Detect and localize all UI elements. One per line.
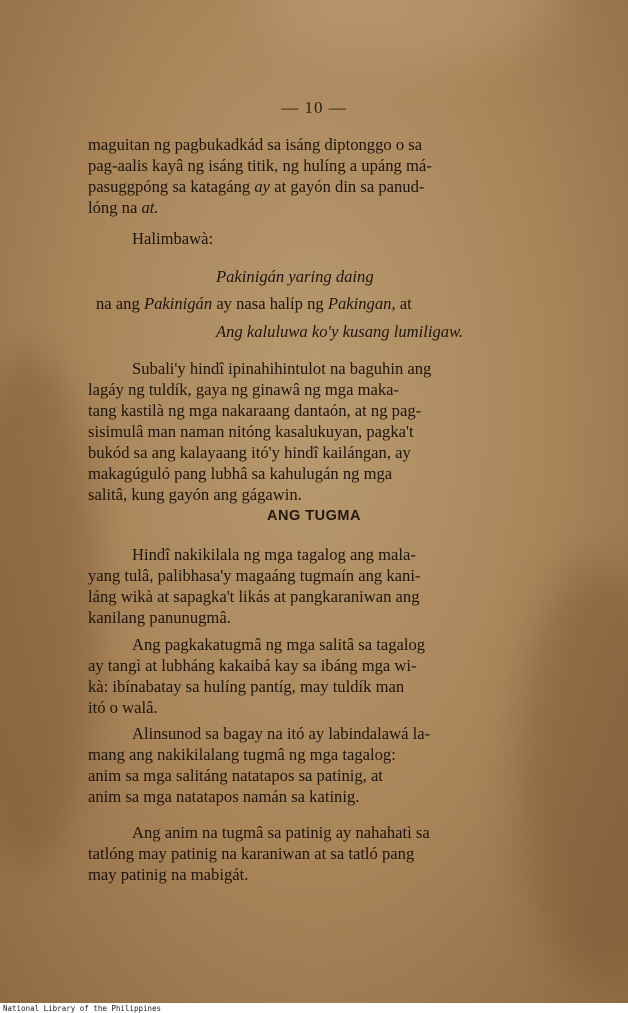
text-line: Ang pagkakatugmâ ng mga salitâ sa tagalog [132, 635, 426, 654]
library-footer: National Library of the Philippines [3, 1004, 162, 1013]
text-line: lagáy ng tuldík, gaya ng ginawâ ng mga maka- [88, 380, 400, 399]
text-line: kà: ibínabatay sa hulíng pantíg, may tuldík man [88, 677, 405, 696]
text-line: láng wikà at sapagka't likás at pangkaraniwan ang [88, 587, 420, 606]
paragraph-intro [88, 134, 536, 218]
text-line: anim sa mga salitáng natatapos sa patinig, at [88, 766, 383, 785]
stain [260, 0, 560, 60]
text-line: sisimulâ man naman nitóng kasalukuyan, pagka't [88, 422, 414, 441]
text-line: salitâ, kung gayón ang gágawin. [88, 485, 302, 504]
paragraph-alinsunod [88, 723, 536, 807]
text-line: lóng na at. [88, 198, 159, 217]
paragraph-subali [88, 358, 536, 505]
stain [520, 560, 628, 980]
text-line: bukód sa ang kalayaang itó'y hindî kailángan, ay [88, 443, 411, 462]
text-line: kanilang panunugmâ. [88, 608, 231, 627]
example-label: Halimbawà: [132, 229, 214, 248]
text-line: tang kastilà ng mga nakaraang dantaón, at ng pag- [88, 401, 422, 420]
text-line: tatlóng may patinig na karaniwan at sa tatló pang [88, 844, 415, 863]
text-line: Ang anim na tugmâ sa patinig ay nahahatì sa [132, 823, 430, 842]
text-line: may patinig na mabigát. [88, 865, 249, 884]
example-line-1: Pakinigán yaring daing [216, 267, 374, 286]
example-line-3: Ang kaluluwa ko'y kusang lumiligaw. [216, 322, 464, 341]
text-line: mang ang nakikilalang tugmâ ng mga tagalog: [88, 745, 396, 764]
text-line: maguitan ng pagbukadkád sa isáng diptonggo o sa [88, 135, 423, 154]
page-number: — 10 — [281, 98, 347, 117]
text-line: anim sa mga natatapos namán sa katinig. [88, 787, 360, 806]
paragraph-pagkakatugma [88, 634, 536, 718]
stain [0, 350, 100, 870]
section-heading: ANG TUGMA [267, 508, 361, 524]
text-line: pag-aalis kayâ ng isáng titik, ng hulíng a upáng má- [88, 156, 432, 175]
text-line: Alinsunod sa bagay na itó ay labindalawá la- [132, 724, 431, 743]
text-line: itó o walâ. [88, 698, 158, 717]
example-line-2: na ang Pakinigán ay nasa halíp ng Pakingan, at [96, 294, 412, 313]
paragraph-anim [88, 822, 536, 885]
text-line: makagúguló pang lubhâ sa kahulugán ng mga [88, 464, 393, 483]
text-line: ay tangì at lubháng kakaibá kay sa ibáng mga wi- [88, 656, 417, 675]
text-line: pasuggpóng sa katagáng ay at gayón din sa panud- [88, 177, 425, 196]
text-line: yang tulâ, palibhasa'y magaáng tugmaín ang kani- [88, 566, 421, 585]
text-line: Hindî nakikilala ng mga tagalog ang mala- [132, 545, 416, 564]
text-line: Subali'y hindî ipinahihintulot na baguhin ang [132, 359, 432, 378]
paragraph-hindi [88, 544, 536, 628]
